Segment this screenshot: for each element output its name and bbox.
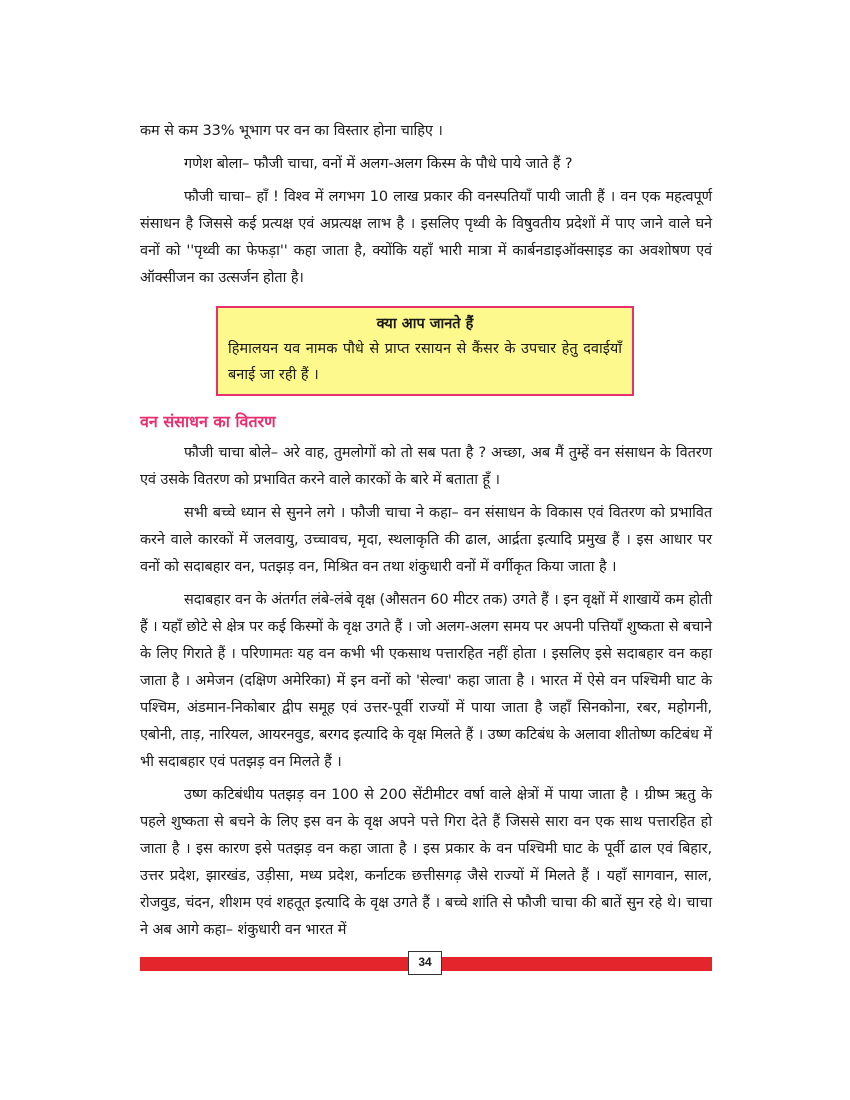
paragraph: फौजी चाचा बोले– अरे वाह, तुमलोगों को तो सब पता है ? अच्छा, अब मैं तुम्हें वन संसाधन के वितरण एवं उसके वितरण को प्रभावित करने वाले कारकों के बारे में बताता हूँ । [140,445,712,488]
paragraph: फौजी चाचा– हाँ ! विश्व में लगभग 10 लाख प्रकार की वनस्पतियाँ पायी जाती हैं । वन एक महत्वपूर्ण संसाधन है जिससे कई प्रत्यक्ष एवं अप्रत्यक्ष लाभ है । इसलिए पृथ्वी के विषुवतीय प्रदेशों में पाए जाने वाले घने वनों को ''पृथ्वी का फेफड़ा'' कहा जाता है, क्योंकि यहाँ भारी मात्रा में कार्बनडाइऑक्साइड का अवशोषण एवं ऑक्सीजन का उत्सर्जन होता है। [140,189,712,286]
paragraph: सदाबहार वन के अंतर्गत लंबे-लंबे वृक्ष (औसतन 60 मीटर तक) उगते हैं । इन वृक्षों में शाखायें कम होती हैं । यहाँ छोटे से क्षेत्र पर कई किस्मों के वृक्ष उगते हैं । जो अलग-अलग समय पर अपनी पत्तियाँ शुष्कता से बचाने के लिए गिराते हैं । परिणामतः यह वन कभी भी एकसाथ पत्तारहित नहीं होता । इसलिए इसे सदाबहार वन कहा जाता है । अमेजन (दक्षिण अमेरिका) में इन वनों को 'सेल्वा' कहा जाता है । भारत में ऐसे वन पश्चिमी घाट के पश्चिम, अंडमान-निकोबार द्वीप समूह एवं उत्तर-पूर्वी राज्यों में पाया जाता है जहाँ सिनकोना, रबर, महोगनी, एबोनी, ताड़, नारियल, आयरनवुड, बरगद इत्यादि के वृक्ष मिलते हैं । उष्ण कटिबंध के अलावा शीतोष्ण कटिबंध में भी सदाबहार एवं पतझड़ वन मिलते हैं । [140,592,712,770]
paragraph: उष्ण कटिबंधीय पतझड़ वन 100 से 200 सेंटीमीटर वर्षा वाले क्षेत्रों में पाया जाता है । ग्रीष्म ऋतु के पहले शुष्कता से बचने के लिए इस वन के वृक्ष अपने पत्ते गिरा देते हैं जिससे सारा वन एक साथ पत्तारहित हो जाता है । इस कारण इसे पतझड़ वन कहा जाता है । इस प्रकार के वन पश्चिमी घाट के पूर्वी ढाल एवं बिहार, उत्तर प्रदेश, झारखंड, उड़ीसा, मध्य प्रदेश, कर्नाटक छत्तीसगढ़ जैसे राज्यों में मिलते हैं । यहाँ सागवान, साल, रोजवुड, चंदन, शीशम एवं शहतूत इत्यादि के वृक्ष उगते हैं । बच्चे शांति से फौजी चाचा की बातें सुन रहे थे। चाचा ने अब आगे कहा– शंकुधारी वन भारत में [140,787,712,938]
did-you-know-text: हिमालयन यव नामक पौधे से प्राप्त रसायन से कैंसर के उपचार हेतु दवाईयाँ बनाई जा रही हैं । [228,341,622,383]
page-number: 34 [408,951,442,975]
paragraph: गणेश बोला– फौजी चाचा, वनों में अलग-अलग किस्म के पौधे पाये जाते हैं ? [184,156,573,172]
page-content [140,118,712,944]
paragraph: सभी बच्चे ध्यान से सुनने लगे । फौजी चाचा ने कहा– वन संसाधन के विकास एवं वितरण को प्रभावित करने वाले कारकों में जलवायु, उच्चावच, मृदा, स्थलाकृति की ढाल, आर्द्रता इत्यादि प्रमुख हैं । इस आधार पर वनों को सदाबहार वन, पतझड़ वन, मिश्रित वन तथा शंकुधारी वनों में वर्गीकृत किया जाता है । [140,505,712,575]
did-you-know-box [216,306,634,396]
paragraph: कम से कम 33% भूभाग पर वन का विस्तार होना चाहिए । [140,123,443,139]
did-you-know-title: क्या आप जानते हैं [376,316,474,332]
section-heading: वन संसाधन का वितरण [140,412,276,431]
